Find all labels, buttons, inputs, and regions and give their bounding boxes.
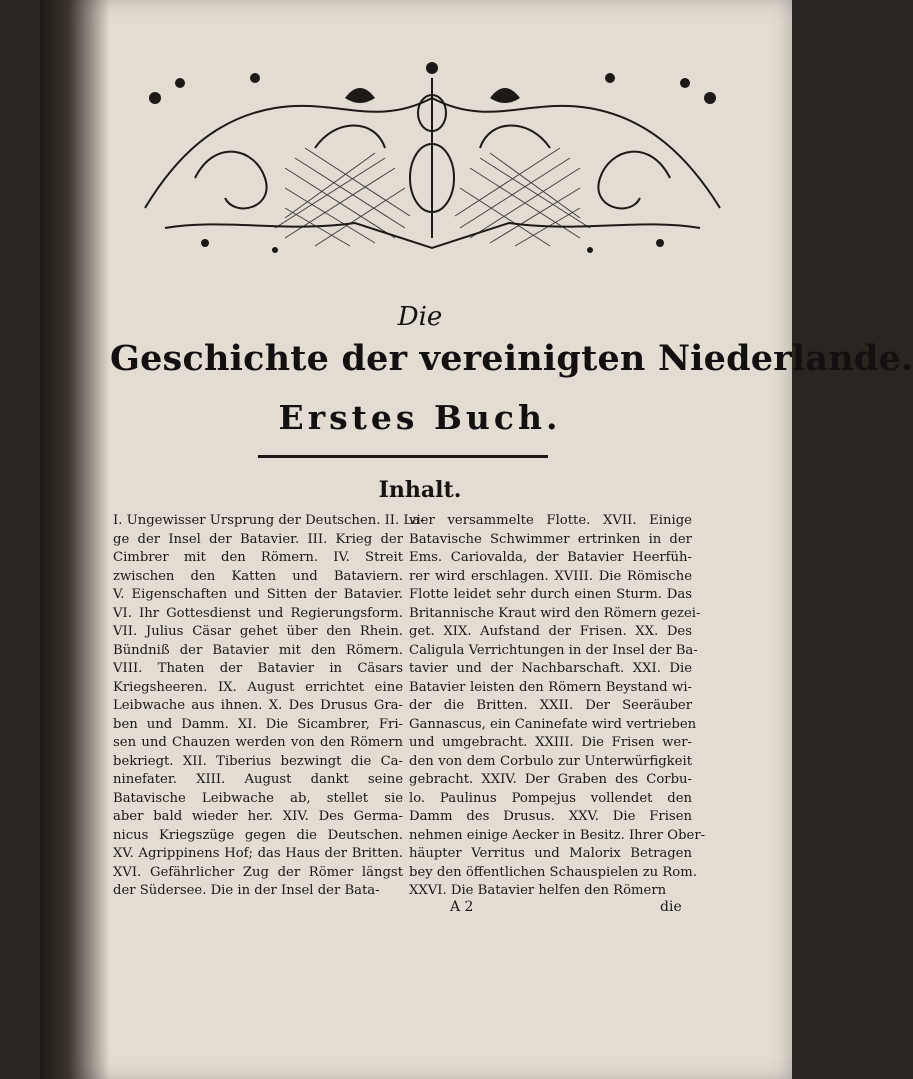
text-line: häupter Verritus und Malorix Betragen <box>409 846 692 861</box>
text-line: zwischen den Katten und Bataviern. <box>113 568 403 584</box>
contents-heading: Inhalt. <box>378 477 462 503</box>
text-line: ninefater. XIII. August dankt seine <box>113 772 403 787</box>
text-line: Gannascus, ein Caninefate wird vertrieben <box>409 716 697 732</box>
text-line: der Südersee. Die in der Insel der Bata- <box>113 883 380 898</box>
catchword: die <box>660 899 682 915</box>
text-line: den von dem Corbulo zur Unterwürfigkeit <box>409 753 692 769</box>
text-line: Batavier leisten den Römern Beystand wi- <box>409 679 692 695</box>
text-line: Britannische Kraut wird den Römern gezei- <box>409 605 701 621</box>
text-line: Ems. Cariovalda, der Batavier Heerfüh- <box>409 550 692 565</box>
text-line: ben und Damm. XI. Die Sicambrer, Fri- <box>113 716 403 732</box>
text-line: V. Eigenschaften und Sitten der Batavier. <box>113 587 403 602</box>
text-line: sen und Chauzen werden von den Römern <box>113 735 403 750</box>
page-title: Geschichte der vereinigten Niederlande. <box>110 338 913 379</box>
contents-right-column <box>409 512 706 901</box>
text-line: rer wird erschlagen. XVIII. Die Römische <box>409 568 692 584</box>
text-line: gebracht. XXIV. Der Graben des Corbu- <box>409 772 692 787</box>
text-line: XXVI. Die Batavier helfen den Römern <box>409 883 667 898</box>
text-line: bey den öffentlichen Schauspielen zu Rom. <box>409 864 697 880</box>
text-line: vier versammelte Flotte. XVII. Einige <box>409 513 692 528</box>
contents-left-column <box>113 512 425 901</box>
text-line: nicus Kriegszüge gegen die Deutschen. <box>113 827 403 843</box>
text-line: nehmen einige Aecker in Besitz. Ihrer Ober- <box>409 827 706 843</box>
book-page <box>40 0 913 1079</box>
text-line: XVI. Gefährlicher Zug der Römer längst <box>113 864 403 880</box>
text-line: Leibwache aus ihnen. X. Des Drusus Gra- <box>113 698 403 713</box>
title-rule <box>258 455 548 458</box>
text-line: get. XIX. Aufstand der Frisen. XX. Des <box>409 624 692 639</box>
text-line: Damm des Drusus. XXV. Die Frisen <box>409 809 692 824</box>
book-gutter-shadow <box>40 0 110 1079</box>
text-line: tavier und der Nachbarschaft. XXI. Die <box>409 661 692 676</box>
text-line: lo. Paulinus Pompejus vollendet den <box>409 790 692 806</box>
text-line: XV. Agrippinens Hof; das Haus der Britten. <box>113 846 403 861</box>
text-line: VIII. Thaten der Batavier in Cäsars <box>113 661 403 676</box>
text-line: Flotte leidet sehr durch einen Sturm. Das <box>409 587 692 602</box>
text-line: Kriegsheeren. IX. August errichtet eine <box>113 679 403 695</box>
text-line: aber bald wieder her. XIV. Des Germa- <box>113 809 403 824</box>
text-line: Caligula Verrichtungen in der Insel der Ba- <box>409 642 698 658</box>
text-line: VI. Ihr Gottesdienst und Regierungsform. <box>113 605 403 621</box>
text-line: ge der Insel der Batavier. III. Krieg der <box>113 531 403 547</box>
text-line: Batavische Schwimmer ertrinken in der <box>409 531 692 547</box>
headpiece-ornament <box>135 58 730 258</box>
text-line: Batavische Leibwache ab, stellet sie <box>113 790 403 806</box>
signature-mark: A 2 <box>450 899 474 915</box>
text-line: bekriegt. XII. Tiberius bezwingt die Ca- <box>113 753 403 769</box>
book-title: Erstes Buch. <box>278 398 562 437</box>
text-line: und umgebracht. XXIII. Die Frisen wer- <box>409 735 692 750</box>
text-line: VII. Julius Cäsar gehet über den Rhein. <box>113 624 403 639</box>
text-line: Cimbrer mit den Römern. IV. Streit <box>113 550 403 565</box>
text-line: Bündniß der Batavier mit den Römern. <box>113 642 403 658</box>
text-line: der die Britten. XXII. Der Seeräuber <box>409 698 692 713</box>
title-small: Die <box>397 302 443 332</box>
text-line: I. Ungewisser Ursprung der Deutschen. II. La- <box>113 513 425 528</box>
